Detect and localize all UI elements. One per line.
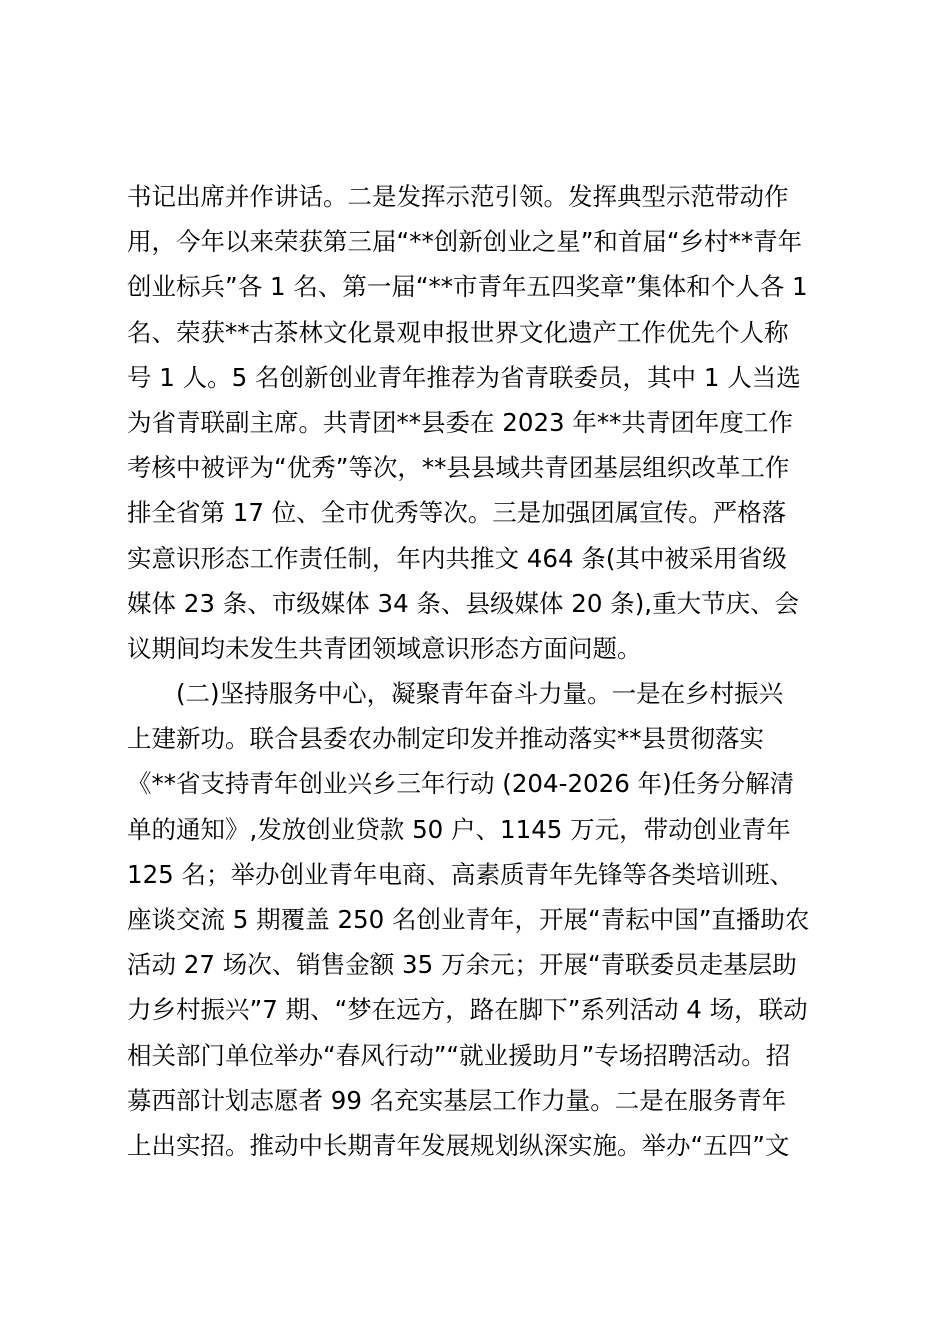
text-line: 用，今年以来荣获第三届“**创新创业之星”和首届“乡村**青年 — [127, 227, 803, 257]
body-text — [127, 174, 847, 1168]
text-line: 为省青联副主席。共青团**县委在 2023 年**共青团年度工作 — [127, 407, 793, 437]
text-line: 座谈交流 5 期覆盖 250 名创业青年，开展“青耘中国”直播助农 — [127, 905, 810, 934]
text-line: 活动 27 场次、销售金额 35 万余元；开展“青联委员走基层助 — [127, 950, 797, 980]
text-line: 单的通知》,发放创业贷款 50 户、1145 万元，带动创业青年 — [127, 814, 791, 844]
text-line: 名、荣获**古茶林文化景观申报世界文化遗产工作优先个人称 — [127, 317, 789, 347]
text-line: 相关部门单位举办“春风行动”“就业援助月”专场招聘活动。招 — [127, 1040, 791, 1070]
text-line: 上出实招。推动中长期青年发展规划纵深实施。举办“五四”文 — [127, 1130, 790, 1160]
text-line: 上建新功。联合县委农办制定印发并推动落实**县贯彻落实 — [127, 724, 764, 754]
text-line: 实意识形态工作责任制，年内共推文 464 条(其中被采用省级 — [127, 543, 787, 573]
text-line: 书记出席并作讲话。二是发挥示范引领。发挥典型示范带动作 — [127, 182, 789, 211]
text-line: 考核中被评为“优秀”等次，**县县域共青团基层组织改革工作 — [127, 453, 790, 483]
text-line: 议期间均未发生共青团领域意识形态方面问题。 — [127, 633, 642, 663]
text-line: 号 1 人。5 名创新创业青年推荐为省青联委员，其中 1 人当选 — [127, 362, 801, 392]
text-line: 125 名；举办创业青年电商、高素质青年先锋等各类培训班、 — [127, 859, 795, 889]
text-line: 募西部计划志愿者 99 名充实基层工作力量。二是在服务青年 — [127, 1085, 787, 1115]
text-line: 创业标兵”各 1 名、第一届“**市青年五四奖章”集体和个人各 1 — [127, 272, 808, 302]
text-line: 《**省支持青年创业兴乡三年行动 (204-2026 年)任务分解清 — [127, 769, 795, 799]
text-line: 媒体 23 条、市级媒体 34 条、县级媒体 20 条),重大节庆、会 — [127, 588, 800, 618]
text-line: 力乡村振兴”7 期、“梦在远方，路在脚下”系列活动 4 场，联动 — [127, 995, 808, 1025]
paragraph-start-line: (二)坚持服务中心，凝聚青年奋斗力量。一是在乡村振兴 — [176, 679, 784, 709]
text-line: 排全省第 17 位、全市优秀等次。三是加强团属宣传。严格落 — [127, 498, 787, 528]
